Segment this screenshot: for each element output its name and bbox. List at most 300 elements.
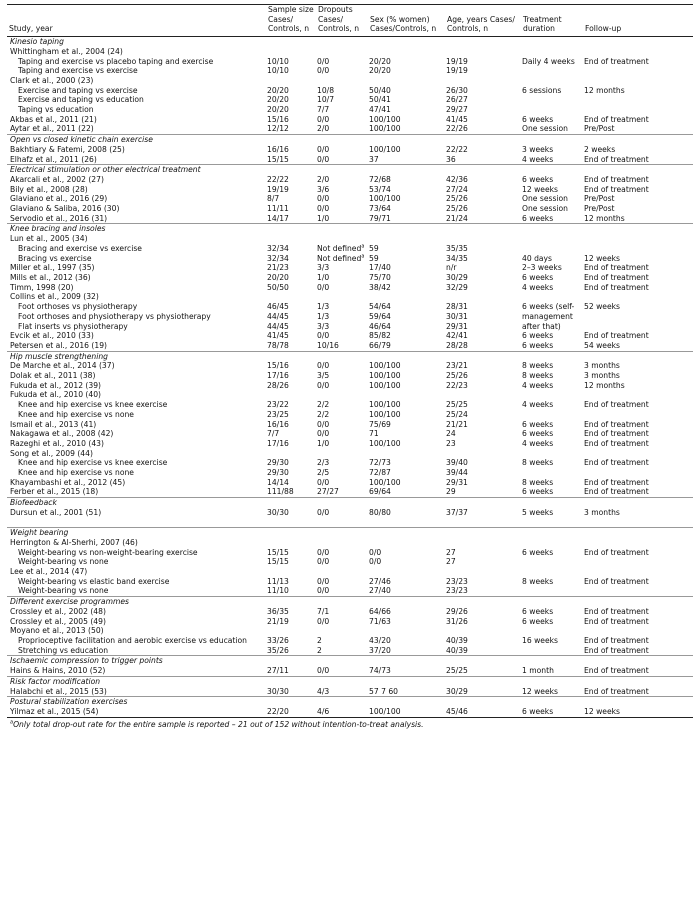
cell-dropouts: 3/5: [317, 371, 330, 381]
cell-sex: 53/74: [369, 184, 391, 194]
cell-study: Herrington & Al-Sherhi, 2007 (46): [10, 537, 138, 547]
cell-sex: 27/40: [369, 586, 391, 596]
cell-study: Glaviano & Saliba, 2016 (30): [10, 204, 120, 214]
cell-sex: 100/100: [369, 409, 401, 419]
cell-dropouts: 10/8: [317, 85, 335, 95]
header-dropouts: Dropouts Cases/ Controls, n: [318, 5, 360, 34]
cell-study: Nakagawa et al., 2008 (42): [10, 429, 114, 439]
cell-sex: 37/20: [369, 645, 391, 655]
section-heading-row: [7, 165, 693, 175]
cell-treatment-duration: 1 month: [522, 666, 554, 676]
cell-treatment-duration: [521, 567, 583, 577]
study-row: [7, 155, 693, 165]
cell-sample-size: 29/30: [267, 458, 289, 468]
cell-study: Exercise and taping vs exercise: [18, 85, 138, 95]
table-body: [7, 37, 693, 718]
cell-study: Whittingham et al., 2004 (24): [10, 46, 123, 56]
cell-age: 30/31: [446, 311, 468, 321]
cell-follow-up: Pre/Post: [584, 204, 615, 214]
cell-follow-up: End of treatment: [584, 174, 649, 184]
cell-study: Taping vs education: [18, 105, 94, 115]
cell-sex: 43/20: [369, 635, 391, 645]
cell-sex: [368, 47, 445, 57]
cell-sample-size: 11/10: [267, 586, 289, 596]
cell-sex: 72/68: [369, 174, 391, 184]
cell-sex: [368, 538, 445, 548]
cell-treatment-duration: 6 weeks: [522, 114, 554, 124]
cell-follow-up: End of treatment: [584, 56, 649, 66]
cell-sex: 46/64: [369, 321, 391, 331]
cell-study: Glaviano et al., 2016 (29): [10, 194, 108, 204]
cell-study: Crossley et al., 2002 (48): [10, 606, 106, 616]
cell-age: 23/21: [446, 361, 468, 371]
study-row: [7, 478, 693, 488]
cell-dropouts: 3/6: [317, 184, 330, 194]
cell-age: 25/26: [446, 371, 468, 381]
study-row: [7, 508, 693, 528]
cell-dropouts: 0/0: [317, 154, 330, 164]
cell-sex: 72/87: [369, 468, 391, 478]
cell-follow-up: [583, 390, 693, 400]
study-row: [7, 234, 693, 244]
cell-follow-up: [583, 95, 693, 105]
study-row: [7, 429, 693, 439]
cell-sample-size: 32/34: [267, 253, 289, 263]
cell-age: 21/21: [446, 419, 468, 429]
header-follow-up: Follow-up: [585, 24, 622, 34]
cell-age: 39/44: [446, 468, 468, 478]
cell-treatment-duration: 6 sessions: [522, 85, 562, 95]
cell-age: 29/31: [446, 477, 468, 487]
cell-treatment-duration: [521, 47, 583, 57]
comparison-row: [7, 410, 693, 420]
cell-study: Halabchi et al., 2015 (53): [10, 686, 107, 696]
cell-treatment-duration: One session: [522, 124, 568, 134]
cell-follow-up: [583, 586, 693, 596]
comparison-row: [7, 312, 693, 322]
cell-sample-size: 19/19: [267, 184, 289, 194]
comparison-row: [7, 400, 693, 410]
section-heading: Risk factor modification: [7, 676, 693, 686]
cell-follow-up: [583, 292, 693, 302]
cell-dropouts: [316, 626, 368, 636]
cell-age: 25/26: [446, 204, 468, 214]
cell-follow-up: End of treatment: [584, 635, 649, 645]
cell-treatment-duration: Daily 4 weeks: [522, 56, 575, 66]
cell-study: Lun et al., 2005 (34): [10, 234, 88, 244]
cell-follow-up: 12 months: [584, 380, 625, 390]
cell-dropouts: 0/0: [317, 56, 330, 66]
cell-study: Moyano et al., 2013 (50): [10, 626, 104, 636]
cell-follow-up: [583, 567, 693, 577]
cell-dropouts: 0/0: [317, 204, 330, 214]
cell-study: Flat inserts vs physiotherapy: [18, 321, 128, 331]
cell-dropouts: 2/0: [317, 124, 330, 134]
cell-treatment-duration: [521, 95, 583, 105]
cell-age: 29: [446, 487, 456, 497]
cell-study: Bakhtiary & Fatemi, 2008 (25): [10, 144, 125, 154]
cell-dropouts: 0/0: [317, 507, 330, 517]
section-heading-row: [7, 37, 693, 47]
cell-treatment-duration: 6 weeks: [522, 429, 554, 439]
cell-sample-size: 32/34: [267, 243, 289, 253]
cell-sample-size: 21/19: [267, 616, 289, 626]
cell-study: Petersen et al., 2016 (19): [10, 340, 108, 350]
cell-treatment-duration: [521, 557, 583, 567]
cell-follow-up: [583, 76, 693, 86]
cell-treatment-duration: 8 weeks: [522, 371, 554, 381]
cell-sample-size: 78/78: [267, 340, 289, 350]
cell-sample-size: [266, 390, 316, 400]
cell-sample-size: 27/11: [267, 666, 289, 676]
cell-sex: 27/46: [369, 576, 391, 586]
cell-sex: 100/100: [369, 114, 401, 124]
cell-dropouts: 0/0: [317, 557, 330, 567]
cell-treatment-duration: 6 weeks: [522, 174, 554, 184]
cell-study: Foot orthoses and physiotherapy vs physiotherapy: [18, 311, 211, 321]
table-header-row: [7, 5, 693, 37]
study-row: [7, 381, 693, 391]
cell-sex: 66/79: [369, 340, 391, 350]
cell-dropouts: [316, 254, 368, 264]
cell-dropouts: 4/6: [317, 706, 330, 716]
cell-age: [445, 292, 521, 302]
cell-sex: 38/42: [369, 282, 391, 292]
cell-sex: 50/40: [369, 85, 391, 95]
cell-study: Knee and hip exercise vs none: [18, 409, 134, 419]
cell-age: [445, 567, 521, 577]
study-row: [7, 707, 693, 717]
study-row: [7, 115, 693, 125]
cell-study: Crossley et al., 2005 (49): [10, 616, 106, 626]
cell-study: Proprioceptive facilitation and aerobic exercise vs education: [18, 635, 247, 645]
cell-sample-size: 12/12: [267, 124, 289, 134]
cell-follow-up: Pre/Post: [584, 124, 615, 134]
cell-sample-size: [266, 567, 316, 577]
section-heading: Knee bracing and insoles: [7, 224, 693, 234]
cell-dropouts: 10/16: [317, 340, 339, 350]
cell-treatment-duration: [521, 244, 583, 254]
cell-sex: [368, 449, 445, 459]
cell-sex: 54/64: [369, 302, 391, 312]
cell-dropouts: 0/0: [317, 144, 330, 154]
cell-treatment-duration: 4 weeks: [522, 400, 554, 410]
comparison-row: [7, 66, 693, 76]
cell-age: 21/24: [446, 213, 468, 223]
cell-age: 25/26: [446, 194, 468, 204]
section-heading-row: [7, 351, 693, 361]
comparison-row: [7, 636, 693, 646]
study-row: [7, 273, 693, 283]
cell-treatment-duration: 6 weeks: [522, 706, 554, 716]
section-heading-row: [7, 656, 693, 666]
cell-study: Elhafz et al., 2011 (26): [10, 154, 97, 164]
cell-sex: [368, 234, 445, 244]
cell-sample-size: 15/15: [267, 557, 289, 567]
cell-study: Bily et al., 2008 (28): [10, 184, 88, 194]
cell-dropouts: 27/27: [317, 487, 339, 497]
cell-study: Knee and hip exercise vs none: [18, 468, 134, 478]
cell-follow-up: End of treatment: [584, 282, 649, 292]
cell-follow-up: [583, 626, 693, 636]
cell-age: 36: [446, 154, 456, 164]
cell-sex: 64/66: [369, 606, 391, 616]
cell-dropouts: 0/0: [317, 419, 330, 429]
cell-age: 19/19: [446, 66, 468, 76]
cell-sample-size: 23/22: [267, 400, 289, 410]
cell-dropouts: 1/0: [317, 438, 330, 448]
cell-dropouts: 0/0: [317, 616, 330, 626]
cell-study: Miller et al., 1997 (35): [10, 263, 95, 273]
cell-age: 28/28: [446, 340, 468, 350]
cell-sample-size: 33/26: [267, 635, 289, 645]
cell-dropouts: 7/7: [317, 105, 330, 115]
cell-dropouts: [316, 538, 368, 548]
study-row: [7, 626, 693, 636]
cell-sample-size: 14/14: [267, 477, 289, 487]
study-row: [7, 666, 693, 676]
cell-sex: 72/73: [369, 458, 391, 468]
cell-study: Yilmaz et al., 2015 (54): [10, 706, 99, 716]
cell-sex: 73/64: [369, 204, 391, 214]
cell-sample-size: 14/17: [267, 213, 289, 223]
cell-follow-up: Pre/Post: [584, 194, 615, 204]
header-study: Study, year: [9, 24, 53, 34]
cell-sex: 100/100: [369, 124, 401, 134]
cell-treatment-duration: 4 weeks: [522, 154, 554, 164]
cell-dropouts: 2/0: [317, 174, 330, 184]
cell-treatment-duration: 5 weeks: [522, 507, 554, 517]
comparison-row: [7, 95, 693, 105]
cell-dropouts: 2/2: [317, 409, 330, 419]
cell-sex: [368, 292, 445, 302]
cell-follow-up: 12 months: [584, 85, 625, 95]
cell-age: 41/45: [446, 114, 468, 124]
cell-follow-up: End of treatment: [584, 114, 649, 124]
cell-study: Ismail et al., 2013 (41): [10, 419, 97, 429]
section-heading: Postural stabilization exercises: [7, 697, 693, 707]
cell-follow-up: 54 weeks: [584, 340, 620, 350]
cell-sample-size: 11/11: [267, 204, 289, 214]
footnote-row: [7, 717, 693, 729]
cell-follow-up: End of treatment: [584, 184, 649, 194]
cell-follow-up: [583, 244, 693, 254]
cell-follow-up: End of treatment: [584, 438, 649, 448]
cell-sex: 37: [369, 154, 379, 164]
cell-study: Fukuda et al., 2012 (39): [10, 380, 102, 390]
cell-follow-up: [583, 312, 693, 322]
cell-sample-size: 46/45: [267, 302, 289, 312]
cell-treatment-duration: 40 days: [522, 253, 553, 263]
cell-follow-up: [583, 105, 693, 115]
cell-follow-up: 3 months: [584, 361, 620, 371]
comparison-row: [7, 458, 693, 468]
cell-sample-size: 15/16: [267, 361, 289, 371]
cell-sample-size: 20/20: [267, 272, 289, 282]
cell-sex: [368, 390, 445, 400]
cell-study: Knee and hip exercise vs knee exercise: [18, 400, 168, 410]
section-heading-row: [7, 135, 693, 145]
comparison-row: [7, 646, 693, 656]
cell-treatment-duration: [521, 538, 583, 548]
cell-study: Fukuda et al., 2010 (40): [10, 390, 102, 400]
cell-follow-up: End of treatment: [584, 400, 649, 410]
cell-age: [445, 47, 521, 57]
cell-sample-size: 29/30: [267, 468, 289, 478]
cell-dropouts: 0/0: [317, 576, 330, 586]
cell-follow-up: End of treatment: [584, 616, 649, 626]
comparison-row: [7, 577, 693, 587]
section-heading-row: [7, 697, 693, 707]
section-heading-row: [7, 224, 693, 234]
cell-sex: 20/20: [369, 66, 391, 76]
cell-sample-size: 41/45: [267, 331, 289, 341]
cell-sample-size: 8/7: [267, 194, 280, 204]
study-row: [7, 263, 693, 273]
cell-study: Song et al., 2009 (44): [10, 448, 93, 458]
cell-sample-size: 15/16: [267, 114, 289, 124]
cell-age: 23: [446, 438, 456, 448]
cell-sex: 79/71: [369, 213, 391, 223]
cell-sex: 100/100: [369, 144, 401, 154]
study-row: [7, 687, 693, 697]
cell-sample-size: [266, 292, 316, 302]
cell-age: 22/23: [446, 380, 468, 390]
cell-age: 39/40: [446, 458, 468, 468]
study-row: [7, 283, 693, 293]
cell-sex: 59: [369, 243, 379, 253]
section-heading: Hip muscle strengthening: [7, 351, 693, 361]
cell-sex: [368, 626, 445, 636]
section-heading: Kinesio taping: [10, 37, 64, 47]
cell-treatment-duration: [521, 626, 583, 636]
cell-study: Timm, 1998 (20): [10, 282, 74, 292]
cell-follow-up: End of treatment: [584, 547, 649, 557]
cell-study: Aytar et al., 2011 (22): [10, 124, 94, 134]
study-row: [7, 175, 693, 185]
cell-sex: 59/64: [369, 311, 391, 321]
cell-dropouts: 0/0: [317, 666, 330, 676]
cell-study: Collins et al., 2009 (32): [10, 292, 99, 302]
cell-age: [445, 390, 521, 400]
cell-dropouts: 0/0: [317, 547, 330, 557]
cell-age: [445, 538, 521, 548]
cell-sample-size: 30/30: [267, 686, 289, 696]
footnote-text: Only total drop-out rate for the entire sample is reported – 21 out of 152 without intention-to-treat analysis.: [13, 719, 424, 729]
study-row: [7, 361, 693, 371]
cell-treatment-duration: 3 weeks: [522, 144, 554, 154]
study-row: [7, 185, 693, 195]
cell-treatment-duration: [521, 410, 583, 420]
cell-sample-size: 17/16: [267, 371, 289, 381]
cell-dropouts: 0/0: [317, 331, 330, 341]
cell-age: 26/27: [446, 95, 468, 105]
study-row: [7, 214, 693, 224]
cell-treatment-duration: 6 weeks: [522, 331, 554, 341]
cell-sample-size: 22/22: [267, 174, 289, 184]
cell-follow-up: End of treatment: [584, 666, 649, 676]
cell-sample-size: 20/20: [267, 105, 289, 115]
cell-age: 32/29: [446, 282, 468, 292]
footnote-reference: a: [361, 253, 365, 260]
study-characteristics-table: [7, 4, 693, 729]
study-row: [7, 538, 693, 548]
cell-treatment-duration: 6 weeks: [522, 547, 554, 557]
cell-sample-size: 44/45: [267, 311, 289, 321]
cell-treatment-duration: 12 weeks: [522, 686, 558, 696]
cell-follow-up: [583, 322, 693, 332]
cell-study: Weight-bearing vs non-weight-bearing exercise: [18, 547, 198, 557]
cell-follow-up: 12 weeks: [584, 706, 620, 716]
cell-follow-up: 2 weeks: [584, 144, 616, 154]
cell-study: Dursun et al., 2001 (51): [10, 507, 102, 517]
cell-study: Knee and hip exercise vs knee exercise: [18, 458, 168, 468]
cell-follow-up: 3 months: [584, 371, 620, 381]
cell-treatment-duration: 12 weeks: [522, 184, 558, 194]
section-heading: Ischaemic compression to trigger points: [7, 656, 693, 666]
cell-study: Clark et al., 2000 (23): [10, 75, 94, 85]
cell-dropouts: 2/5: [317, 468, 330, 478]
cell-dropouts: 2: [317, 635, 322, 645]
cell-treatment-duration: 6 weeks: [522, 272, 554, 282]
cell-follow-up: End of treatment: [584, 576, 649, 586]
cell-dropouts: [316, 47, 368, 57]
comparison-row: [7, 468, 693, 478]
study-row: [7, 487, 693, 497]
cell-study: Ferber et al., 2015 (18): [10, 487, 99, 497]
cell-treatment-duration: 8 weeks: [522, 576, 554, 586]
section-heading-row: [7, 676, 693, 686]
section-heading: Electrical stimulation or other electrical treatment: [7, 165, 693, 175]
cell-age: 25/25: [446, 666, 468, 676]
cell-age: 23/23: [446, 576, 468, 586]
study-row: [7, 194, 693, 204]
cell-study: Hains & Hains, 2010 (52): [10, 666, 106, 676]
cell-treatment-duration: 6 weeks: [522, 487, 554, 497]
cell-sample-size: 44/45: [267, 321, 289, 331]
cell-treatment-duration: [521, 468, 583, 478]
section-heading: Different exercise programmes: [7, 597, 693, 607]
cell-follow-up: End of treatment: [584, 477, 649, 487]
study-row: [7, 204, 693, 214]
cell-treatment-duration: 8 weeks: [522, 477, 554, 487]
cell-treatment-duration: after that): [522, 321, 561, 331]
cell-sample-size: 50/50: [267, 282, 289, 292]
study-row: [7, 449, 693, 459]
cell-treatment-duration: [521, 234, 583, 244]
comparison-row: [7, 302, 693, 312]
cell-treatment-duration: 4 weeks: [522, 380, 554, 390]
cell-follow-up: [583, 410, 693, 420]
cell-age: [445, 449, 521, 459]
cell-sex: 0/0: [369, 547, 382, 557]
cell-sample-size: 36/35: [267, 606, 289, 616]
comparison-row: [7, 86, 693, 96]
cell-dropouts: 0/0: [317, 282, 330, 292]
header-age: Age, years Cases/ Controls, n: [447, 14, 515, 34]
cell-dropouts: 0/0: [317, 114, 330, 124]
cell-sample-size: 7/7: [267, 429, 280, 439]
cell-sex: 100/100: [369, 438, 401, 448]
cell-age: 40/39: [446, 645, 468, 655]
cell-sample-size: 11/13: [267, 576, 289, 586]
cell-sample-size: 23/25: [267, 409, 289, 419]
cell-study: Mills et al., 2012 (36): [10, 272, 91, 282]
cell-sex: 100/100: [369, 380, 401, 390]
cell-study: Servodio et al., 2016 (31): [10, 213, 108, 223]
cell-study: Akbas et al., 2011 (21): [10, 114, 97, 124]
cell-sex: 75/69: [369, 419, 391, 429]
